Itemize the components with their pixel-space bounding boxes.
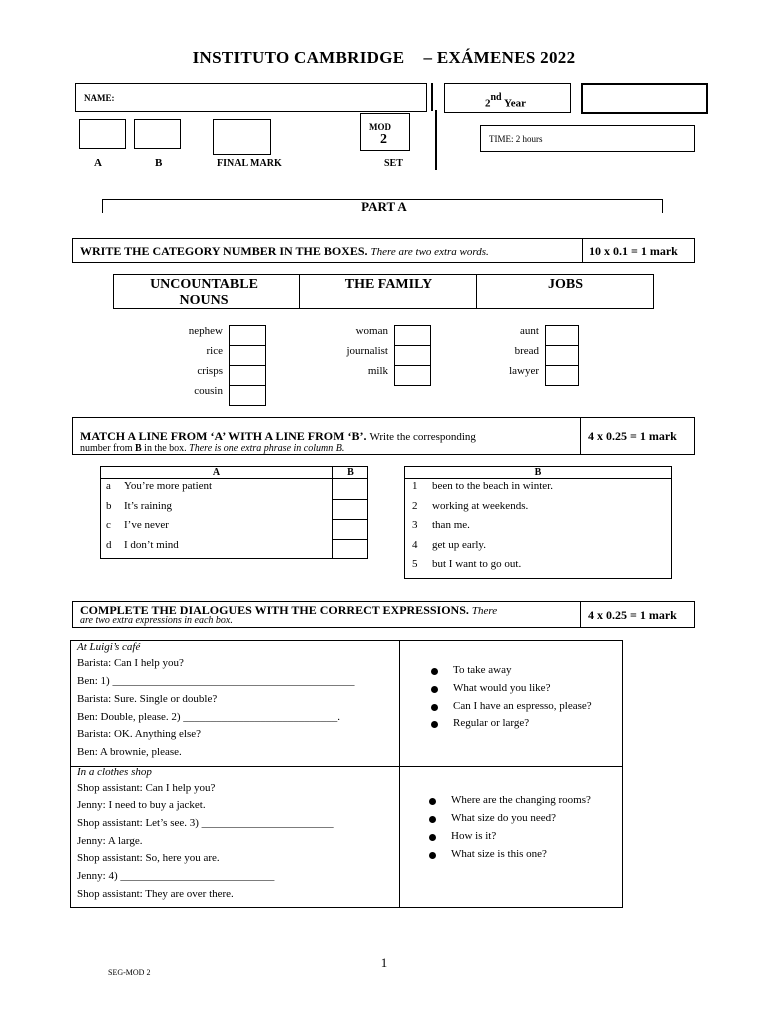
answer-box[interactable]	[333, 499, 367, 519]
extra-box[interactable]	[581, 83, 708, 114]
label-final-mark: FINAL MARK	[217, 158, 282, 169]
answer-box[interactable]	[229, 365, 266, 386]
option-item: To take away	[453, 664, 512, 676]
category-jobs: JOBS	[547, 277, 583, 292]
mod-value: 2	[380, 132, 387, 147]
dialogue2-heading: In a clothes shop	[77, 766, 152, 778]
dialogue-line: Shop assistant: Can I help you?	[77, 782, 216, 794]
mod-box	[360, 113, 410, 151]
dialogue-line[interactable]: Shop assistant: Let’s see. 3) ________________________	[77, 817, 334, 829]
dialogue-line: Barista: OK. Anything else?	[77, 728, 202, 740]
section1-instruction: WRITE THE CATEGORY NUMBER IN THE BOXES. There are two extra words.	[80, 244, 489, 258]
category-family: THE FAMILY	[344, 277, 433, 292]
exam-title	[0, 48, 768, 68]
dialogue-line: Barista: Sure. Single or double?	[77, 693, 218, 705]
bullet-icon	[431, 704, 438, 711]
dialogue-line: Shop assistant: They are over there.	[77, 888, 234, 900]
answer-box[interactable]	[545, 345, 579, 366]
answer-box[interactable]	[333, 539, 367, 559]
list-item: 5 but I want to go out.	[412, 558, 522, 570]
word-item: nephew	[188, 325, 223, 337]
year-value: 2nd Year	[485, 92, 526, 110]
section2-instruction: MATCH A LINE FROM ‘A’ WITH A LINE FROM ‘B’. Write the corresponding	[80, 429, 476, 443]
word-item: lawyer	[509, 365, 539, 377]
divider	[582, 239, 583, 262]
bullet-icon	[431, 721, 438, 728]
list-item: c I’ve never	[106, 519, 169, 531]
answer-box[interactable]	[333, 519, 367, 539]
bullet-icon	[429, 834, 436, 841]
column-b-heading: B	[347, 467, 354, 478]
word-item: milk	[367, 365, 388, 377]
list-item: 4 get up early.	[412, 539, 486, 551]
section3-instruction-box	[72, 601, 695, 628]
bullet-icon	[429, 852, 436, 859]
answer-box[interactable]	[545, 325, 579, 346]
column-b-heading: B	[534, 467, 542, 478]
section3-instruction: COMPLETE THE DIALOGUES WITH THE CORRECT EXPRESSIONS. There	[80, 603, 498, 617]
dialogue-line: Jenny: A large.	[77, 835, 143, 847]
option-item: Regular or large?	[453, 717, 530, 729]
divider	[431, 83, 433, 111]
word-item: rice	[206, 345, 223, 357]
dialogue-line[interactable]: Ben: 1) ____________________________________________	[77, 675, 355, 687]
column-a-heading: A	[212, 467, 221, 478]
answer-box[interactable]	[545, 365, 579, 386]
dialogue-line[interactable]: Jenny: 4) ____________________________	[77, 870, 275, 882]
list-item: 2 working at weekends.	[412, 500, 529, 512]
bullet-icon	[431, 668, 438, 675]
section1-instruction-box	[72, 238, 695, 263]
mark-b-box[interactable]	[134, 119, 181, 149]
answer-box[interactable]	[394, 365, 431, 386]
answer-box[interactable]	[394, 345, 431, 366]
name-field[interactable]	[75, 83, 427, 112]
answer-box[interactable]	[394, 325, 431, 346]
mark-a-box[interactable]	[79, 119, 126, 149]
answer-box[interactable]	[229, 325, 266, 346]
section2-instruction-box	[72, 417, 695, 455]
category-table	[113, 274, 654, 309]
option-item: Where are the changing rooms?	[451, 794, 591, 806]
label-set: SET	[384, 158, 403, 169]
list-item: b It’s raining	[106, 500, 172, 512]
title-institute: INSTITUTO CAMBRIDGE	[192, 48, 405, 67]
word-item: bread	[514, 345, 539, 357]
word-item: cousin	[194, 385, 223, 397]
list-item: a You’re more patient	[106, 480, 213, 492]
time-box	[480, 125, 695, 152]
dialogue-line: Barista: Can I help you?	[77, 657, 184, 669]
bullet-icon	[429, 816, 436, 823]
part-a-heading: PART A	[361, 199, 407, 214]
category-uncountable: UNCOUNTABLE NOUNS	[150, 277, 258, 308]
option-item: What size is this one?	[451, 848, 547, 860]
list-item: d I don’t mind	[106, 539, 179, 551]
list-item: 3 than me.	[412, 519, 470, 531]
word-item: woman	[355, 325, 388, 337]
section3-marks: 4 x 0.25 = 1 mark	[588, 608, 677, 622]
mod-label: MOD	[369, 122, 391, 132]
word-item: aunt	[520, 325, 539, 337]
divider	[435, 110, 437, 170]
name-label: NAME:	[84, 93, 115, 103]
label-b: B	[155, 157, 163, 169]
section2-instruction-line2: number from B in the box. There is one extra phrase in column B.	[80, 443, 345, 454]
dialogue-line: Shop assistant: So, here you are.	[77, 852, 220, 864]
year-box	[444, 83, 571, 113]
dialogue1-heading: At Luigi’s café	[77, 641, 141, 653]
option-item: How is it?	[451, 830, 497, 842]
bullet-icon	[429, 798, 436, 805]
section1-marks: 10 x 0.1 = 1 mark	[589, 244, 678, 258]
word-item: journalist	[346, 345, 388, 357]
title-exam: – EXÁMENES 2022	[423, 48, 576, 67]
page-number: 1	[380, 955, 388, 970]
dialogue-line: Jenny: I need to buy a jacket.	[77, 799, 206, 811]
option-item: What would you like?	[453, 682, 551, 694]
section2-marks: 4 x 0.25 = 1 mark	[588, 429, 677, 443]
answer-box[interactable]	[229, 345, 266, 366]
dialogue-line[interactable]: Ben: Double, please. 2) ____________________________.	[77, 711, 341, 723]
answer-box[interactable]	[229, 385, 266, 406]
footer-code: SEG-MOD 2	[108, 968, 151, 977]
dialogue-line: Ben: A brownie, please.	[77, 746, 182, 758]
label-a: A	[94, 157, 102, 169]
option-item: Can I have an espresso, please?	[453, 700, 592, 712]
option-item: What size do you need?	[451, 812, 557, 824]
answer-box[interactable]	[333, 479, 367, 499]
section3-instruction-line2: are two extra expressions in each box.	[80, 615, 233, 626]
word-item: crisps	[197, 365, 223, 377]
time-label: TIME: 2 hours	[489, 134, 543, 144]
bullet-icon	[431, 686, 438, 693]
final-mark-box[interactable]	[213, 119, 271, 155]
list-item: 1 been to the beach in winter.	[412, 480, 553, 492]
